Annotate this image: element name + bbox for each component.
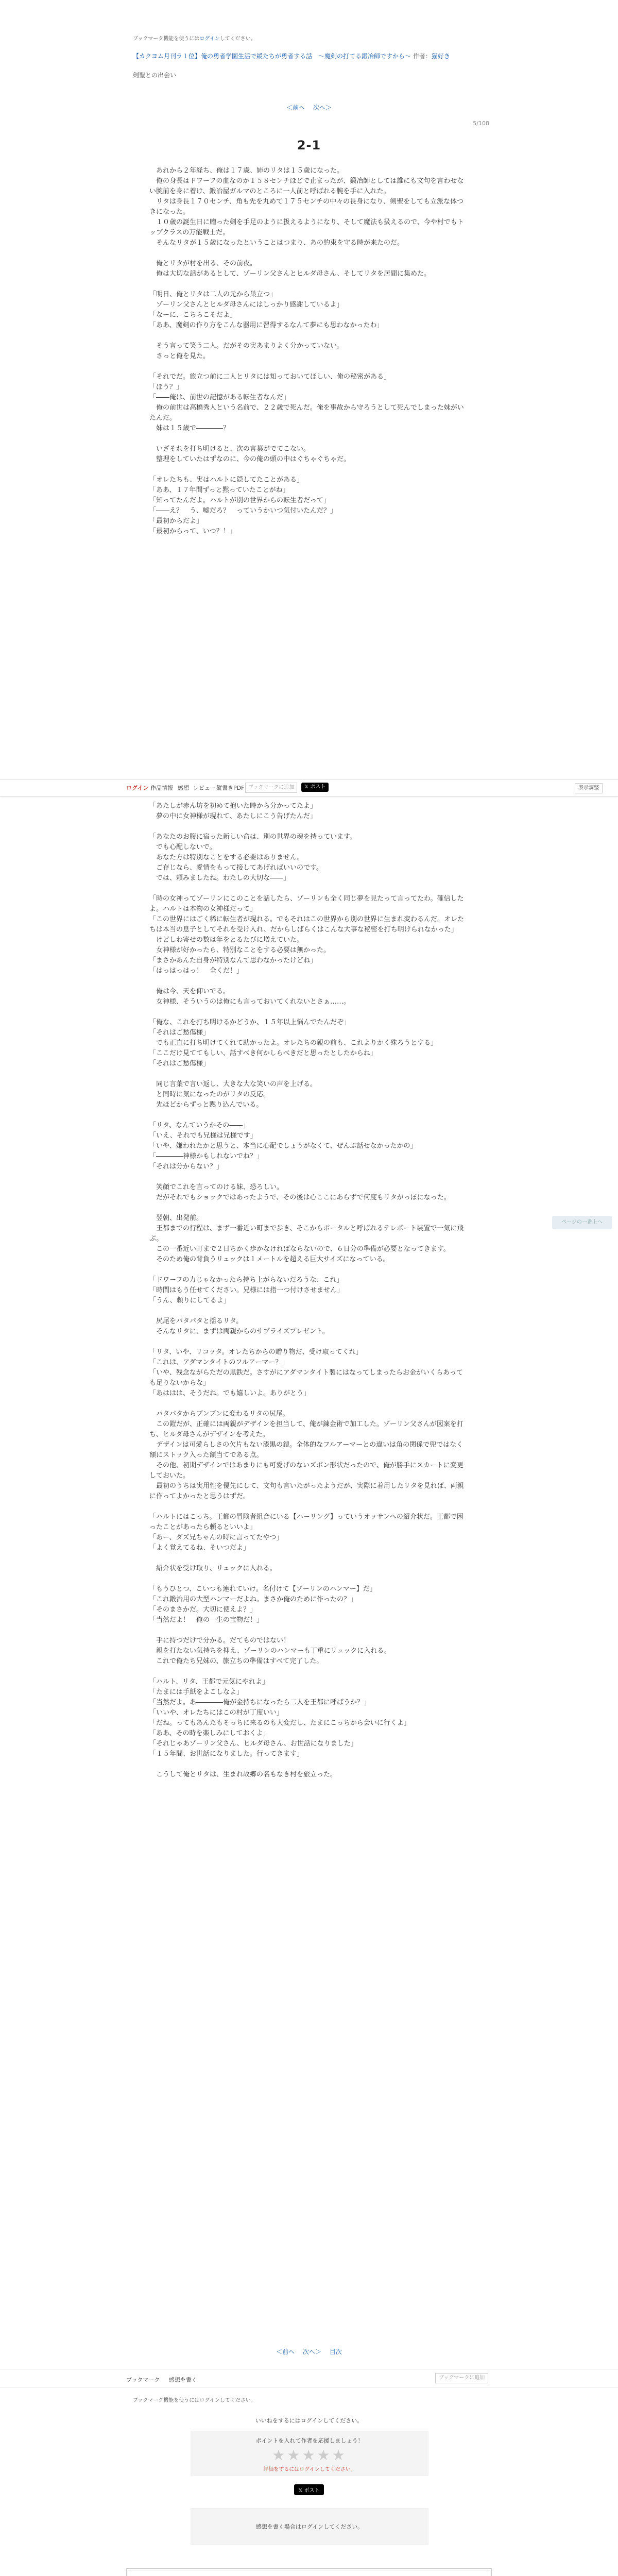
bottom-next-link[interactable]: 次へ＞ xyxy=(302,2348,321,2355)
x-post-button[interactable]: 𝕏 ポスト xyxy=(294,2484,323,2495)
body-line: 先ほどからずっと黙り込んでいる。 xyxy=(149,1101,263,1109)
toolbar-review[interactable]: レビュー xyxy=(193,785,216,791)
novel-body-part1 xyxy=(149,166,469,537)
body-line: 「いいや、オレたちにはこの村が丁度いい」 xyxy=(149,1709,283,1717)
impression-login-note: 感想を書く場合はログインしてください。 xyxy=(255,2523,364,2530)
body-line: 「俺な、これを打ち明けるかどうか、１５年以上悩んでたんだぞ」 xyxy=(149,1019,351,1026)
body-line: 「それでだ。旅立つ前に二人とリタには知っておいてほしい、俺の秘密がある」 xyxy=(149,373,391,381)
body-line: 「いえ、それでも兄様は兄様です」 xyxy=(149,1132,257,1140)
rating-stars[interactable]: ★★★★★ xyxy=(272,2447,347,2464)
chapter-subtitle: 剣聖との出会い xyxy=(133,72,177,79)
rating-panel xyxy=(191,2431,428,2476)
body-line: 「はっはっはっ！ 全くだ！」 xyxy=(149,967,244,975)
write-impression-link[interactable]: 感想を書く xyxy=(168,2377,197,2383)
notice-box xyxy=(126,2568,492,2576)
body-line: デザインは可愛らしさの欠片もない漆黒の鎧。全体的なフルアーマーとの違いは角の関係で兜ではなく額にストック入った額当てである点。 xyxy=(149,1441,464,1459)
body-line xyxy=(149,884,469,894)
page-number: 5/108 xyxy=(473,120,489,127)
scroll-top-button[interactable]: ページの一番上へ xyxy=(552,1216,612,1229)
bottom-pager xyxy=(0,2347,618,2356)
body-line: 俺は今、天を仰いでる。 xyxy=(149,988,230,995)
body-line xyxy=(149,1306,469,1316)
body-line: では、頼みましたね。わたしの大切な――」 xyxy=(149,874,290,882)
body-line: 手に持つだけで分かる。だてものではない！ xyxy=(149,1637,290,1645)
body-line xyxy=(149,1007,469,1018)
author-prefix: 作者： xyxy=(413,53,432,60)
login-note-suffix: してください。 xyxy=(219,36,256,42)
body-line: 最初のうちは実用性を優先にして、文句も言いたがったようだが、実際に着用したリタを見れば、両親に作ってよかったと思うはずだ。 xyxy=(149,1482,464,1500)
body-line: 「あははは、そうだね。でも嬉しいよ。ありがとう」 xyxy=(149,1389,311,1397)
body-line: 「それはご愁傷様」 xyxy=(149,1029,210,1037)
body-line: 「オレたちも、実はハルトに隠してたことがある」 xyxy=(149,476,304,484)
body-line: 「――――神様かもしれないでね？」 xyxy=(149,1153,264,1160)
body-line: そんなリタに、まずは両親からのサプライズプレゼント。 xyxy=(149,1328,329,1335)
next-link[interactable]: 次へ＞ xyxy=(313,104,332,111)
body-line xyxy=(149,331,469,341)
body-line xyxy=(149,1172,469,1182)
body-line: 「たまには手紙をよこしなよ」 xyxy=(149,1688,244,1696)
body-line xyxy=(149,822,469,832)
body-line: 「最初からって、いつ？！」 xyxy=(149,528,236,535)
body-line: 「ハルトにはこっち。王都の冒険者組合にいる【ハーリング】っていうオッサンへの紹介状だ。王都で困ったことがあったら頼るといいよ」 xyxy=(149,1513,464,1531)
toolbar-work-info[interactable]: 作品情報 xyxy=(150,785,173,791)
body-line xyxy=(149,1667,469,1677)
body-line: 紹介状を受け取り、リュックに入れる。 xyxy=(149,1565,277,1572)
body-line xyxy=(149,362,469,372)
body-line: 「ああ、その時を楽しみにしておくよ」 xyxy=(149,1730,270,1737)
body-line: あれから２年経ち、俺は１７歳、姉のリタは１５歳になった。 xyxy=(149,167,344,175)
body-line: 尻尾をパタパタと揺るリタ。 xyxy=(149,1317,243,1325)
body-line xyxy=(149,434,469,444)
body-line: そう言って笑う二人。だがその実あまりよく分かっていない。 xyxy=(149,342,344,350)
body-line: 「――俺は、前世の記憶がある転生者なんだ」 xyxy=(149,394,290,401)
body-line: 「ああ、１７年間ずっと黙っていたことがね」 xyxy=(149,486,289,494)
body-line: 「――え？ う、嘘だろ？ っていうかいつ気付いたんだ？」 xyxy=(149,507,337,515)
body-line xyxy=(149,1203,469,1213)
body-line xyxy=(149,1574,469,1584)
body-line: でも正直に打ち明けてくれて助かったよ。オレたちの親の前も、これよりかく殊ろうとする」 xyxy=(149,1039,438,1047)
body-line: 「あなたのお腹に宿った新しい命は、別の世界の魂を持っています。 xyxy=(149,833,356,841)
body-line xyxy=(149,976,469,987)
prev-link[interactable]: ＜前へ xyxy=(286,104,305,111)
toolbar-bookmark-button[interactable]: ブックマークに追加 xyxy=(245,783,297,793)
rating-prompt: ポイントを入れて作者を応援しましょう！ xyxy=(255,2437,364,2444)
x-post-wrap xyxy=(0,2484,618,2495)
body-line: これで俺たち兄妹の、旅立ちの準備はすべて完了した。 xyxy=(149,1657,323,1665)
body-line: 「明日、俺とリタは二人の元から巣立つ」 xyxy=(149,291,277,298)
top-pager xyxy=(0,103,618,112)
toolbar-pdf[interactable]: 縦書きPDF xyxy=(216,785,245,791)
impression-panel xyxy=(191,2508,428,2545)
body-line: 「なーに、こちらこそだよ」 xyxy=(149,311,237,319)
body-line: けどしわ寄せの数は年をとるたびに増えていた。 xyxy=(149,936,304,944)
body-line: 王都までの行程は、まず一番近い町まで歩き、そこからポータルと呼ばれるテレポート装置で一気に飛ぶ。 xyxy=(149,1225,464,1243)
body-line: 「だね。ってもあんたもそっちに来るのも大変だし、たまにこっちから会いに行くよ」 xyxy=(149,1719,410,1727)
body-line xyxy=(149,1553,469,1564)
body-line: 「それじゃあゾーリン父さん、ヒルダ母さん、お世話になりました」 xyxy=(149,1740,357,1748)
body-line: 「これは、アダマンタイトのフルアーマー？」 xyxy=(149,1359,289,1366)
body-line: 「最初からだよ」 xyxy=(149,517,203,525)
body-line: 「いや、嫌われたかと思うと、本当に心配でしょうがなくて、ぜんぶ話せなかったかの」 xyxy=(149,1142,417,1150)
body-line: 「まさかあんた自身が特別なんて思わなかったけどね」 xyxy=(149,957,317,964)
body-line: １０歳の誕生日に贈った剣を手足のように扱えるようになり、そして魔法も扱えるので、今や村でもトップクラスの万能戦士だ。 xyxy=(149,218,464,236)
body-line xyxy=(149,1265,469,1275)
body-line xyxy=(149,1337,469,1347)
body-line: ゾーリン父さんとヒルダ母さんにはしっかり感謝しているよ」 xyxy=(149,301,344,309)
body-line: 「時間はもう任せてください。兄様には指一つ付けさせません」 xyxy=(149,1286,344,1294)
bookmark-login-note: ブックマーク機能を使うにはログインしてください。 xyxy=(133,2398,256,2403)
body-line: この一番近い町まで２日ちかく歩かなければならないので、６日分の準備が必要となってきます。 xyxy=(149,1245,450,1253)
body-line: 「これ鍛治用の大型ハンマーだよね。まさか俺のために作ったの？」 xyxy=(149,1596,357,1603)
toolbar-impression[interactable]: 感想 xyxy=(178,785,189,791)
body-line: 「ほう？」 xyxy=(149,383,183,391)
body-line: あなた方は特別なことをする必要はありません。 xyxy=(149,854,304,861)
novel-body-part2 xyxy=(149,801,469,1780)
rating-login-note: 評価をするにはログインしてください。 xyxy=(263,2467,356,2472)
body-line: 翌朝、出発前。 xyxy=(149,1214,203,1222)
reading-toolbar xyxy=(0,779,618,796)
body-line xyxy=(149,1399,469,1409)
body-line: 「うん、頼りにしてるよ」 xyxy=(149,1297,230,1304)
body-line: 笑顔でこれを言ってのける妹、恐ろしい。 xyxy=(149,1183,284,1191)
bottom-prev-link[interactable]: ＜前へ xyxy=(276,2348,295,2355)
body-line: 「ドワーフの力じゃなかったら持ち上がらないだろうな、これ」 xyxy=(149,1276,344,1284)
body-line: 「知ってたんだよ。ハルトが別の世界からの転生者だって」 xyxy=(149,497,331,504)
like-login-note: いいねをするにはログインしてください。 xyxy=(255,2417,363,2424)
login-note-text: ブックマーク機能を使うには xyxy=(133,36,200,42)
body-line: 「ハルト、リタ、王都で元気にやれよ」 xyxy=(149,1678,269,1686)
body-line: だがそれでもショックではあったようで、その後は心ここにあらずで何度もリタがっぽになった。 xyxy=(149,1194,451,1201)
body-line: 女神様が好かったら、特別なことをする必要は無かった。 xyxy=(149,946,331,954)
author-link[interactable]: 猫好き xyxy=(431,53,450,60)
body-line: 「それはご愁傷様」 xyxy=(149,1060,210,1067)
body-line: 俺の身長はドワーフの血なのか１５８センチほどで止まったが、鍛冶師としては誰にも文句を言わせない腕前を身に着け、鍛冶屋ガルマのところに一人前と呼ばれる腕を手に入れた。 xyxy=(149,177,464,195)
body-line: こうして俺とリタは、生まれ故郷の名もなき村を旅立った。 xyxy=(149,1771,337,1778)
body-line xyxy=(149,1625,469,1636)
body-line: 「リタ、いや、リコッタ。オレたちからの贈り物だ、受け取ってくれ」 xyxy=(149,1348,363,1356)
body-line: 整理をしていたはずなのに、今の俺の頭の中はぐちゃぐちゃだ。 xyxy=(149,455,351,463)
body-line: 俺は大切な話があるとして、ゾーリン父さんとヒルダ母さん、そしてリタを居間に集めた。 xyxy=(149,270,431,278)
body-line: 「リタ、なんていうかその――」 xyxy=(149,1122,250,1129)
body-line: 「ああ、魔剣の作り方をこんな器用に習得するなんて夢にも思わなかったわ」 xyxy=(149,321,384,329)
body-line: いざそれを打ち明けると、次の言葉がでてこない。 xyxy=(149,445,311,453)
body-line: 妹は１５歳で――――？ xyxy=(149,425,230,432)
body-line xyxy=(149,248,469,259)
body-line xyxy=(149,1110,469,1121)
body-line: 「あたしが赤ん坊を初めて抱いた時から分かってたよ」 xyxy=(149,802,317,810)
body-line: 俺とリタが村を出る、その前夜。 xyxy=(149,260,257,267)
body-line xyxy=(149,279,469,290)
body-line: と同時に気になったのがリタの反応。 xyxy=(149,1091,270,1098)
body-line: 「よく覚えてるね、そいつだよ」 xyxy=(149,1544,250,1552)
body-line: 「この世界にはごく稀に転生者が現れる。でもそれはこの世界から別の世界に生まれ変わるんだ。オレたちは本当の息子としてそれを受け入れ、だからしばらくはこんな大事な秘密を打ち明けられなかった」 xyxy=(149,916,465,934)
body-line: さっと俺を見た。 xyxy=(149,352,210,360)
body-line: 同じ言葉で言い返し、大きな大な笑いの声を上げる。 xyxy=(149,1080,317,1088)
body-line: 「１５年間、お世話になりました。行ってきます」 xyxy=(149,1750,304,1758)
login-note xyxy=(133,34,256,42)
body-line: その他、初期デザインではあまりにも可愛げのないズボン形状だったので、俺が勝手にスカートに変更しておいた。 xyxy=(149,1462,464,1480)
body-line: 女神様、そういうのは俺にも言っておいてくれないとさぁ……。 xyxy=(149,998,351,1006)
body-line: でも心配しないで。 xyxy=(149,843,216,851)
body-line xyxy=(149,1069,469,1079)
body-line: そんなリタが１５歳になったということはつまり、あの約束を守る時が来たのだ。 xyxy=(149,239,404,247)
body-line: パタパタからブンブンに変わるリタの尻尾。 xyxy=(149,1410,289,1418)
bookmark-label[interactable]: ブックマーク xyxy=(126,2377,160,2383)
body-line xyxy=(149,465,469,475)
bookmark-bar xyxy=(126,2376,197,2384)
body-line: 「時の女神ってゾーリンにこのことを話したら、ゾーリンも全く同じ夢を見たって言ってたわ。確信したよ。ハルトは本物の女神様だって」 xyxy=(149,895,464,913)
body-line: 「あー、ダズ兄ちゃんの時に言ってたやつ」 xyxy=(149,1534,283,1541)
body-line: 「それは分からない？」 xyxy=(149,1163,224,1171)
add-bookmark-button[interactable]: ブックマークに追加 xyxy=(435,2373,488,2383)
body-line: 夢の中に女神様が現れて、あたしにこう告げたんだ」 xyxy=(149,812,317,820)
toolbar-login[interactable]: ログイン xyxy=(126,785,149,791)
toolbar-x-post-button[interactable]: 𝕏 ポスト xyxy=(301,783,329,792)
body-line: 「ここだけ見ててもしい、話すべき何かしらべきだと思ったとしたからね」 xyxy=(149,1049,377,1057)
display-settings-button[interactable]: 表示調整 xyxy=(575,783,603,793)
body-line xyxy=(149,1502,469,1512)
body-line: 俺の前世は高橋秀人という名前で、２２歳で死んだ。俺を事故から守ろうとして死んでしまった妹がいたんだ。 xyxy=(149,404,464,422)
body-line: 親を打たない気持ちを抑え、ゾーリンのハンマーも丁重にリュックに入れる。 xyxy=(149,1647,391,1655)
body-line: 「もうひとつ、こいつも連れていけ。名付けて【ゾーリンのハンマー】だ」 xyxy=(149,1585,376,1593)
breadcrumb xyxy=(133,52,493,61)
body-line: 「そのまさかだ。大切に使えよ？」 xyxy=(149,1606,257,1614)
body-line xyxy=(149,1759,469,1770)
novel-title-link[interactable]: 【カクヨム月刊ラ１位】俺の勇者学園生活で緩たちが勇者する話 〜魔剣の打てる鍛冶師ですから〜 xyxy=(133,53,411,60)
chapter-title: 2-1 xyxy=(297,138,321,152)
body-line: この鎧だが、正確には両親がデザインを担当して、俺が錬金術で加工した。ゾーリン父さんが図案を打ち、ヒルダ母さんがデザインを考えた。 xyxy=(149,1420,464,1438)
login-link[interactable]: ログイン xyxy=(199,36,220,42)
body-line: リタは身長１７０センチ、角も先を丸めて１７５センチの中々の長身になり、剣聖をしても立派な体つきになった。 xyxy=(149,198,464,216)
body-line: 「当然だよ！ 俺の一生の宝物だ！」 xyxy=(149,1616,264,1624)
bottom-toc-link[interactable]: 目次 xyxy=(329,2348,342,2355)
body-line: 「当然だよ。あ――――俺が金持ちになったら二人を王都に呼ばうか？」 xyxy=(149,1699,371,1706)
body-line: ご存じなら、愛情をもって接してあげればいいのです。 xyxy=(149,864,323,872)
body-line: そのため俺の背負うリュックは１メートルを超える巨大サイズになっている。 xyxy=(149,1256,390,1263)
body-line: 「いや、残念ながらただの黒鉄だ。さすがにアダマンタイト製にはなってしまったらお金がいくらあっても足りないからな」 xyxy=(149,1369,463,1387)
